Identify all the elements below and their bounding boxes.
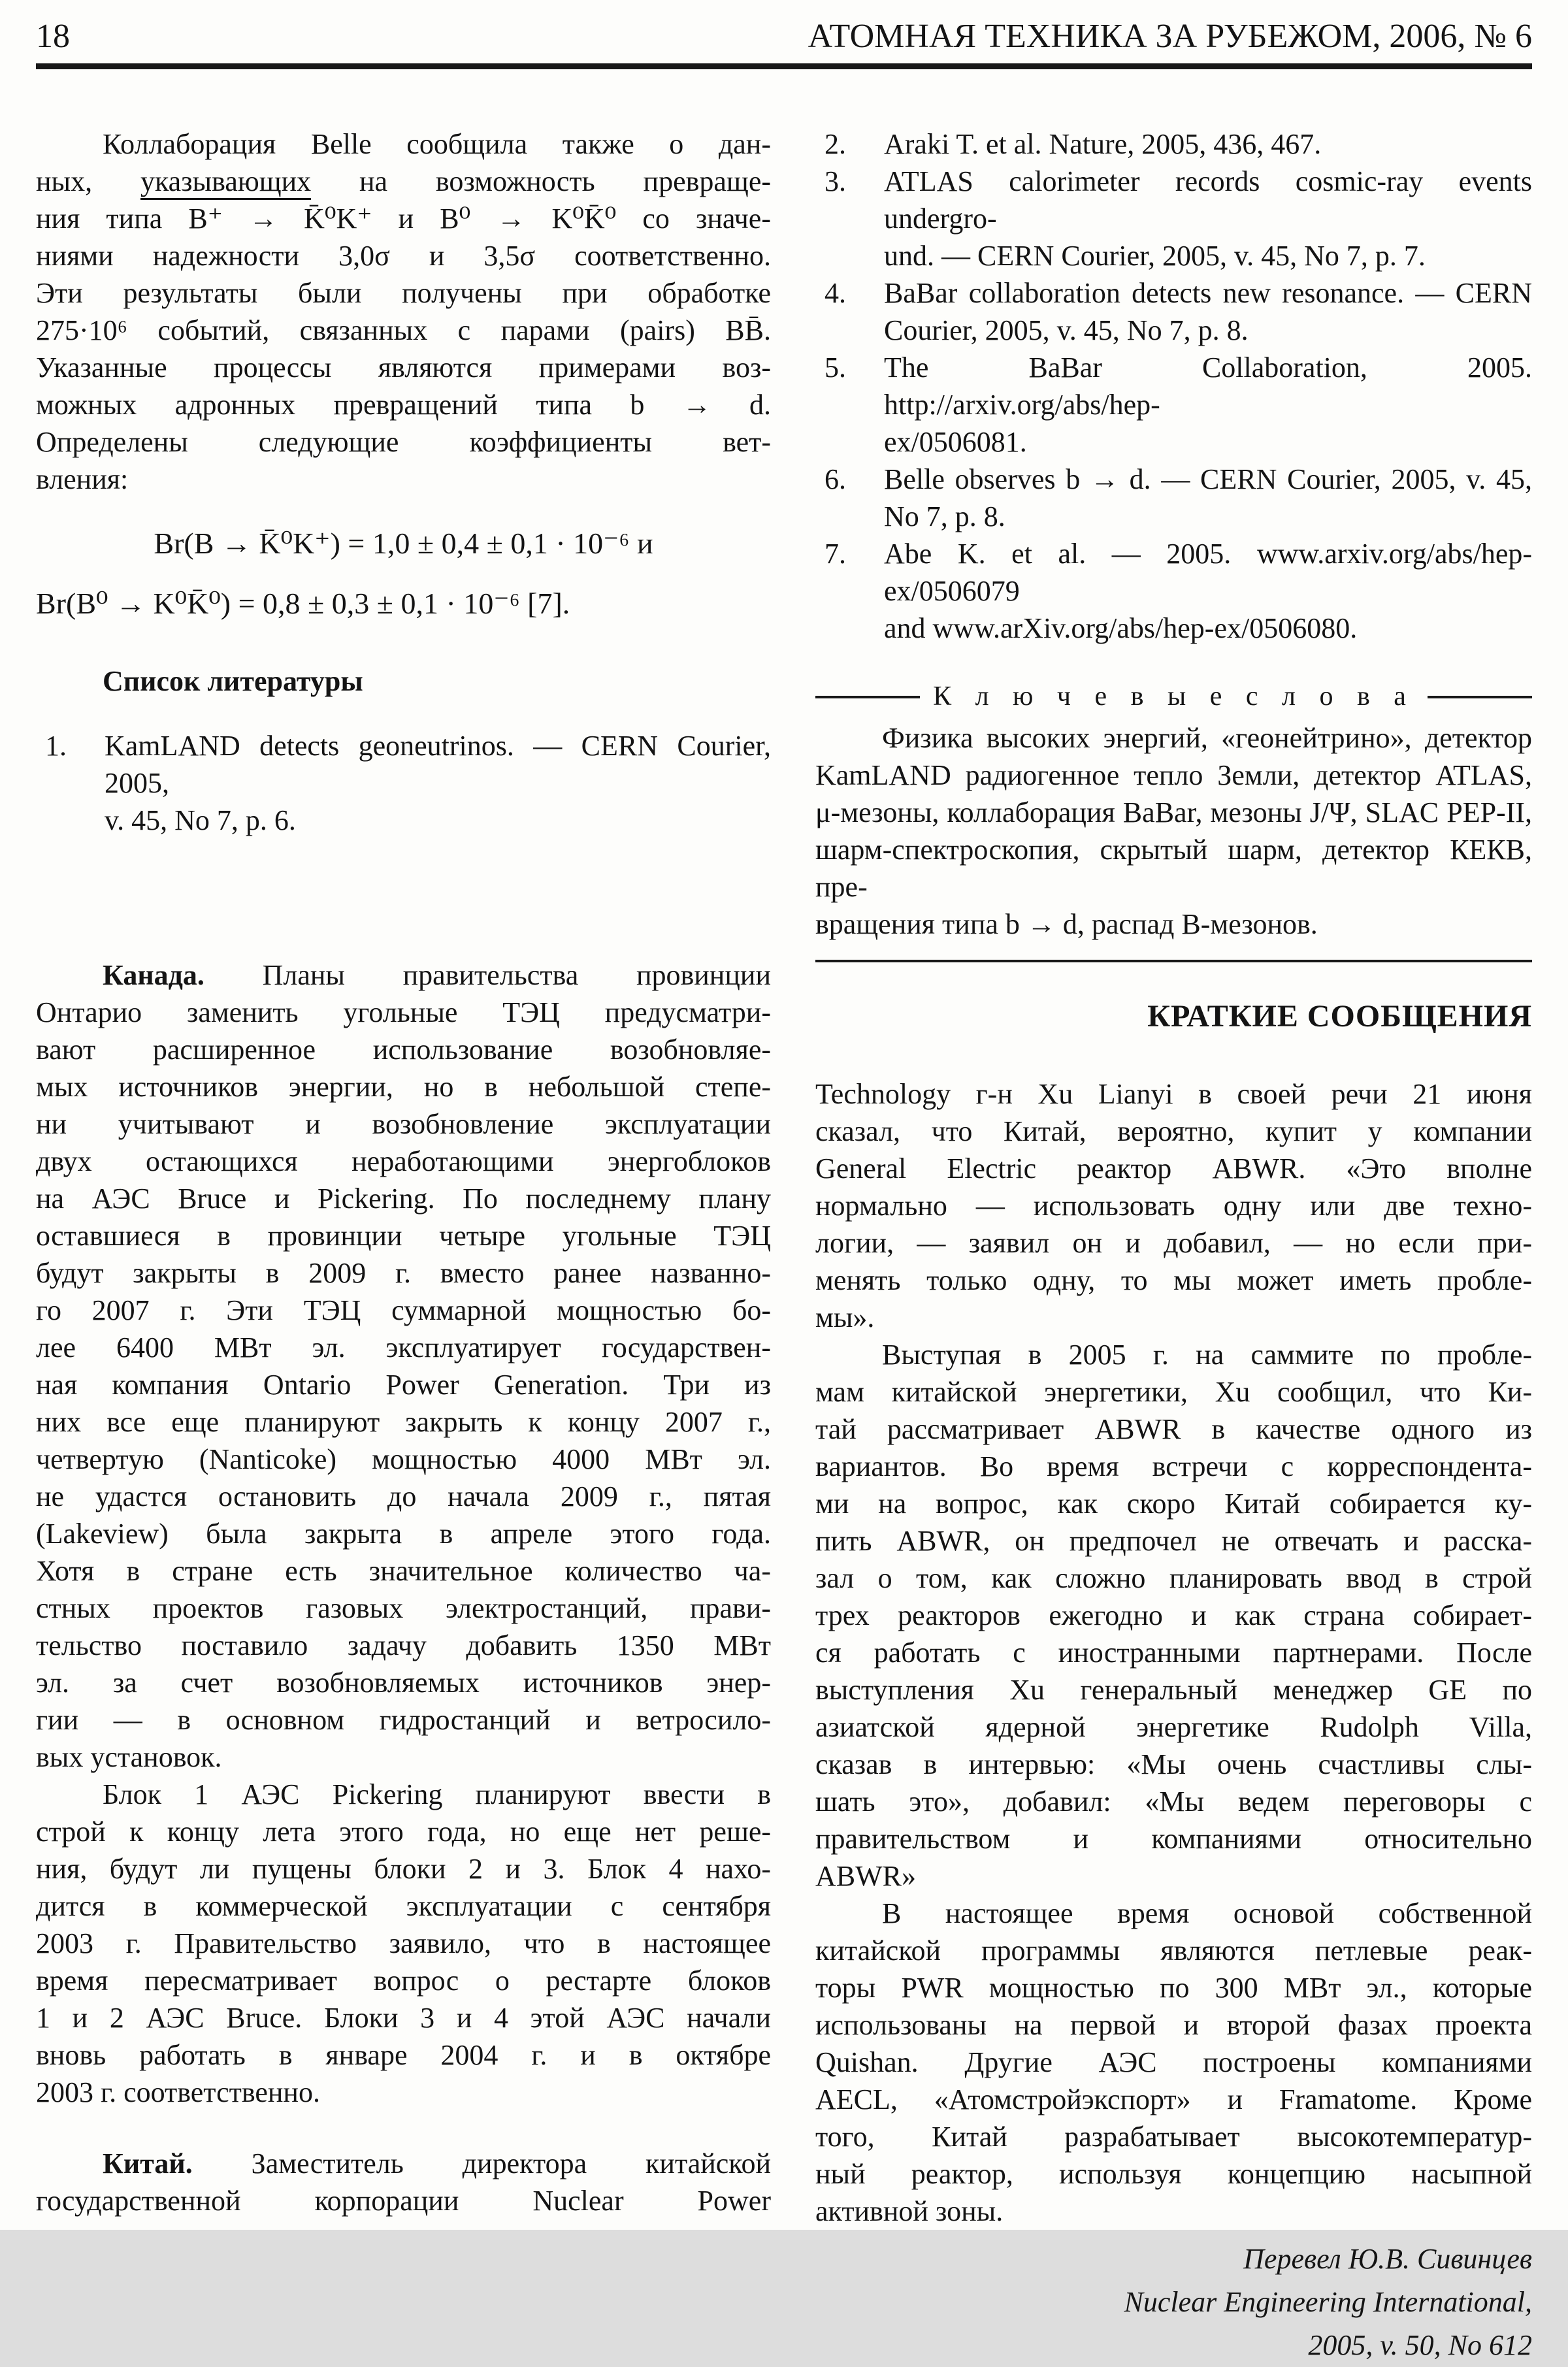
underlined-word: указывающих [140,165,311,200]
text-line: правительством и компаниями относительно [815,1823,1532,1855]
paragraph-pickering-unit1 [36,1776,771,2111]
text-line: шать это», добавил: «Мы ведем переговоры с [815,1786,1532,1818]
text-line: нормально — использовать одну или две техно- [815,1190,1532,1222]
text-line: вают расширенное использование возобновляе- [36,1034,771,1066]
reference-number: 4. [825,277,846,309]
keywords-title: К л ю ч е в ы е с л о в а [933,681,1414,711]
text-line: будут закрыты в 2009 г. вместо ранее названно- [36,1257,771,1289]
reference-number: 1. [45,730,67,762]
text-line [36,2145,771,2182]
text-segment: ных, [36,165,140,197]
keywords-rule-left [815,696,920,698]
text-line: логии, — заявил он и добавил, — но если при- [815,1227,1532,1259]
keywords-divider [815,678,1532,715]
text-line: Belle observes b → d. — CERN Courier, 2005, v. 45, [884,463,1532,495]
text-line: ния, будут ли пущены блоки 2 и 3. Блок 4 нахо- [36,1853,771,1885]
country-lead: Китай. [103,2147,193,2179]
text-line: вых установок. [36,1741,222,1773]
text-line: гии — в основном гидростанций и ветросило- [36,1704,771,1736]
text-line: азиатской ядерной энергетике Rudolph Villa, [815,1711,1532,1743]
text-line: можных адронных превращений типа b → d. [36,389,771,421]
text-line: μ-мезоны, коллаборация BaBar, мезоны J/Ψ, SLAC PEP-II, [815,796,1532,828]
text-line: торы PWR мощностью по 300 МВт эл., которые [815,1972,1532,2004]
text-line: мых источников энергии, но в небольшой степе- [36,1071,771,1103]
text-line: ABWR» [815,1860,916,1892]
text-line: двух остающихся неработающими энергоблоков [36,1145,771,1177]
section-heading: КРАТКИЕ СООБЩЕНИЯ [1147,999,1532,1034]
text-line: оставшиеся в провинции четыре угольные ТЭЦ [36,1220,771,1252]
text-line: und. — CERN Courier, 2005, v. 45, No 7, p. 7. [884,240,1426,272]
text-line: Courier, 2005, v. 45, No 7, p. 8. [884,314,1249,346]
reference-number: 3. [825,165,846,197]
country-lead: Канада. [103,959,204,991]
text-line: не удастся остановить до начала 2009 г., пятая [36,1480,771,1512]
reference-item [815,274,1532,349]
reference-number: 7. [825,538,846,570]
text-line: and www.arXiv.org/abs/hep-ex/0506080. [884,612,1358,644]
text-line: В настоящее время основой собственной [882,1897,1532,1929]
text-line: KamLAND радиогенное тепло Земли, детектор ATLAS, [815,759,1532,791]
reference-item [815,163,1532,274]
signature-block [815,2238,1532,2367]
text-line: ATLAS calorimeter records cosmic-ray events undergro- [884,165,1532,235]
text-line: эл. за счет возобновляемых источников энер- [36,1667,771,1699]
page-number: 18 [36,18,70,55]
text-line: шарм-спектроскопия, скрытый шарм, детектор КЕКВ, пре- [815,834,1532,903]
paragraph-belle [36,125,771,498]
text-line: 275·10⁶ событий, связанных с парами (pairs) BB̄. [36,314,771,346]
signature-line: 2005, v. 50, No 612 [1308,2329,1532,2361]
text-line: ся работать с иностранными партнерами. После [815,1637,1532,1669]
text-line: No 7, p. 8. [884,500,1005,532]
reference-item [815,349,1532,461]
text-line: активной зоны. [815,2195,1004,2227]
text-line: Хотя в стране есть значительное количество ча- [36,1555,771,1587]
text-line: ный реактор, используя концепцию насыпной [815,2158,1532,2190]
paragraph-canada [36,956,771,1776]
text-line: вления: [36,463,129,495]
text-line: мы». [815,1301,875,1333]
text-line: Technology г-н Xu Lianyi в своей речи 21 июня [815,1078,1532,1110]
text-line: пить ABWR, он предпочел не отвечать и расска- [815,1525,1532,1557]
text-line: мам китайской энергетики, Xu сообщил, что Ки- [815,1376,1532,1408]
text-line: четвертую (Nanticoke) мощностью 4000 МВт эл. [36,1443,771,1475]
text-line: использованы на первой и второй фазах проекта [815,2009,1532,2041]
text-line: v. 45, No 7, p. 6. [105,804,296,836]
text-line: ни учитывают и возобновление эксплуатации [36,1108,771,1140]
keywords-paragraph [815,719,1532,943]
text-line: AECL, «Атомстройэкспорт» и Framatome. Кроме [815,2083,1532,2115]
text-line: Онтарио заменить угольные ТЭЦ предусматри- [36,996,771,1028]
text-line: строй к концу лета этого года, но еще нет реше- [36,1816,771,1848]
reference-item [815,125,1532,163]
text-line: Abe K. et al. — 2005. www.arxiv.org/abs/hep-ex/0506079 [884,538,1532,607]
text-line: 2003 г. Правительство заявило, что в настоящее [36,1927,771,1959]
text-line: ниями надежности 3,0σ и 3,5σ соответственно. [36,240,771,272]
signature-line: Перевел Ю.В. Сивинцев [1243,2243,1532,2275]
reference-item [815,535,1532,647]
keywords-rule-right [1428,696,1532,698]
text-line: ex/0506081. [884,426,1027,458]
text-line: Quishan. Другие АЭС построены компаниями [815,2046,1532,2078]
text-line: ния типа B⁺ → K̄⁰K⁺ и B⁰ → K⁰K̄⁰ со значе- [36,203,771,235]
text-line: менять только одну, то мы может иметь пробле- [815,1264,1532,1296]
text-line: стных проектов газовых электростанций, прави- [36,1592,771,1624]
right-column [815,125,1532,2367]
text-line: 2003 г. соответственно. [36,2076,320,2108]
text-line: зал о том, как сложно планировать ввод в строй [815,1562,1532,1594]
text-line: Коллаборация Belle сообщила также о дан- [103,128,771,160]
text-line: вновь работать в январе 2004 г. и в октябре [36,2039,771,2071]
text-line: вариантов. Во время встречи с корреспондента- [815,1450,1532,1482]
text-line: трех реакторов ежегодно и как страна собирает- [815,1599,1532,1631]
text-line [36,956,771,994]
text-line: BaBar collaboration detects new resonance. — CERN [884,277,1532,309]
text-line: на АЭС Bruce и Pickering. По последнему плану [36,1183,771,1215]
text-line: General Electric реактор ABWR. «Это вполне [815,1152,1532,1184]
text-line: The BaBar Collaboration, 2005. http://arxiv.org/abs/hep- [884,351,1532,421]
text-segment: на возможность превраще- [311,165,771,197]
text-line: Блок 1 АЭС Pickering планируют ввести в [103,1778,771,1810]
text-line: Указанные процессы являются примерами воз- [36,351,771,384]
paragraph-china [36,2145,771,2219]
text-line: время пересматривает вопрос о рестарте блоков [36,1965,771,1997]
text-line: Выступая в 2005 г. на саммите по пробле- [882,1339,1532,1371]
formula-line: Br(B → K̄⁰K⁺) = 1,0 ± 0,4 ± 0,1 · 10⁻⁶ и [154,527,653,560]
text-line: выступления Xu генеральный менеджер GE по [815,1674,1532,1706]
header-rule [36,63,1532,69]
branching-ratio-formulas [36,514,771,634]
text-line: Эти результаты были получены при обработке [36,277,771,309]
references-heading: Список литературы [103,665,363,697]
reference-item [815,461,1532,535]
journal-title: АТОМНАЯ ТЕХНИКА ЗА РУБЕЖОМ, 2006, № 6 [808,18,1532,55]
text-line: тельство поставило задачу добавить 1350 МВт [36,1629,771,1661]
text-line: (Lakeview) была закрыта в апреле этого года. [36,1518,771,1550]
text-line: 1 и 2 АЭС Bruce. Блоки 3 и 4 этой АЭС начали [36,2002,771,2034]
text-line: того, Китай разрабатывает высокотемператур- [815,2121,1532,2153]
text-line: KamLAND detects geoneutrinos. — CERN Courier, 2005, [105,730,771,799]
paragraph-technology [815,1075,1532,1336]
paragraph-pwr-program [815,1895,1532,2230]
text-line: лее 6400 МВт эл. эксплуатирует государствен- [36,1331,771,1363]
reference-number: 5. [825,351,846,384]
text-line: государственной корпорации Nuclear Power [36,2185,771,2217]
text-line: тай рассматривает ABWR в качестве одного из [815,1413,1532,1445]
keywords-bottom-rule [815,960,1532,962]
text-line: го 2007 г. Эти ТЭЦ суммарной мощностью бо- [36,1294,771,1326]
text-line [36,163,771,200]
text-line: Физика высоких энергий, «геонейтрино», детектор [882,722,1532,754]
text-segment: Заместитель директора китайской [192,2147,771,2179]
text-line: дится в коммерческой эксплуатации с сентября [36,1890,771,1922]
text-line: них все еще планируют закрыть к концу 2007 г., [36,1406,771,1438]
text-line: сказал, что Китай, вероятно, купит у компании [815,1115,1532,1147]
text-line: Araki T. et al. Nature, 2005, 436, 467. [884,128,1322,160]
signature-line: Nuclear Engineering International, [1124,2286,1532,2318]
text-line: ми на вопрос, как скоро Китай собирается ку- [815,1488,1532,1520]
reference-number: 6. [825,463,846,495]
text-line: вращения типа b → d, распад В-мезонов. [815,908,1318,940]
text-line: Определены следующие коэффициенты вет- [36,426,771,458]
formula-line: Br(B⁰ → K⁰K̄⁰) = 0,8 ± 0,3 ± 0,1 · 10⁻⁶ [7]. [36,587,570,620]
paragraph-summit [815,1336,1532,1895]
text-segment: Планы правительства провинции [204,959,771,991]
left-column [36,125,771,2219]
reference-number: 2. [825,128,846,160]
text-line: сказав в интервью: «Мы очень счастливы слы- [815,1748,1532,1780]
reference-item [36,727,771,839]
text-line: ная компания Ontario Power Generation. Три из [36,1369,771,1401]
text-line: китайской программы являются петлевые реак- [815,1934,1532,1967]
